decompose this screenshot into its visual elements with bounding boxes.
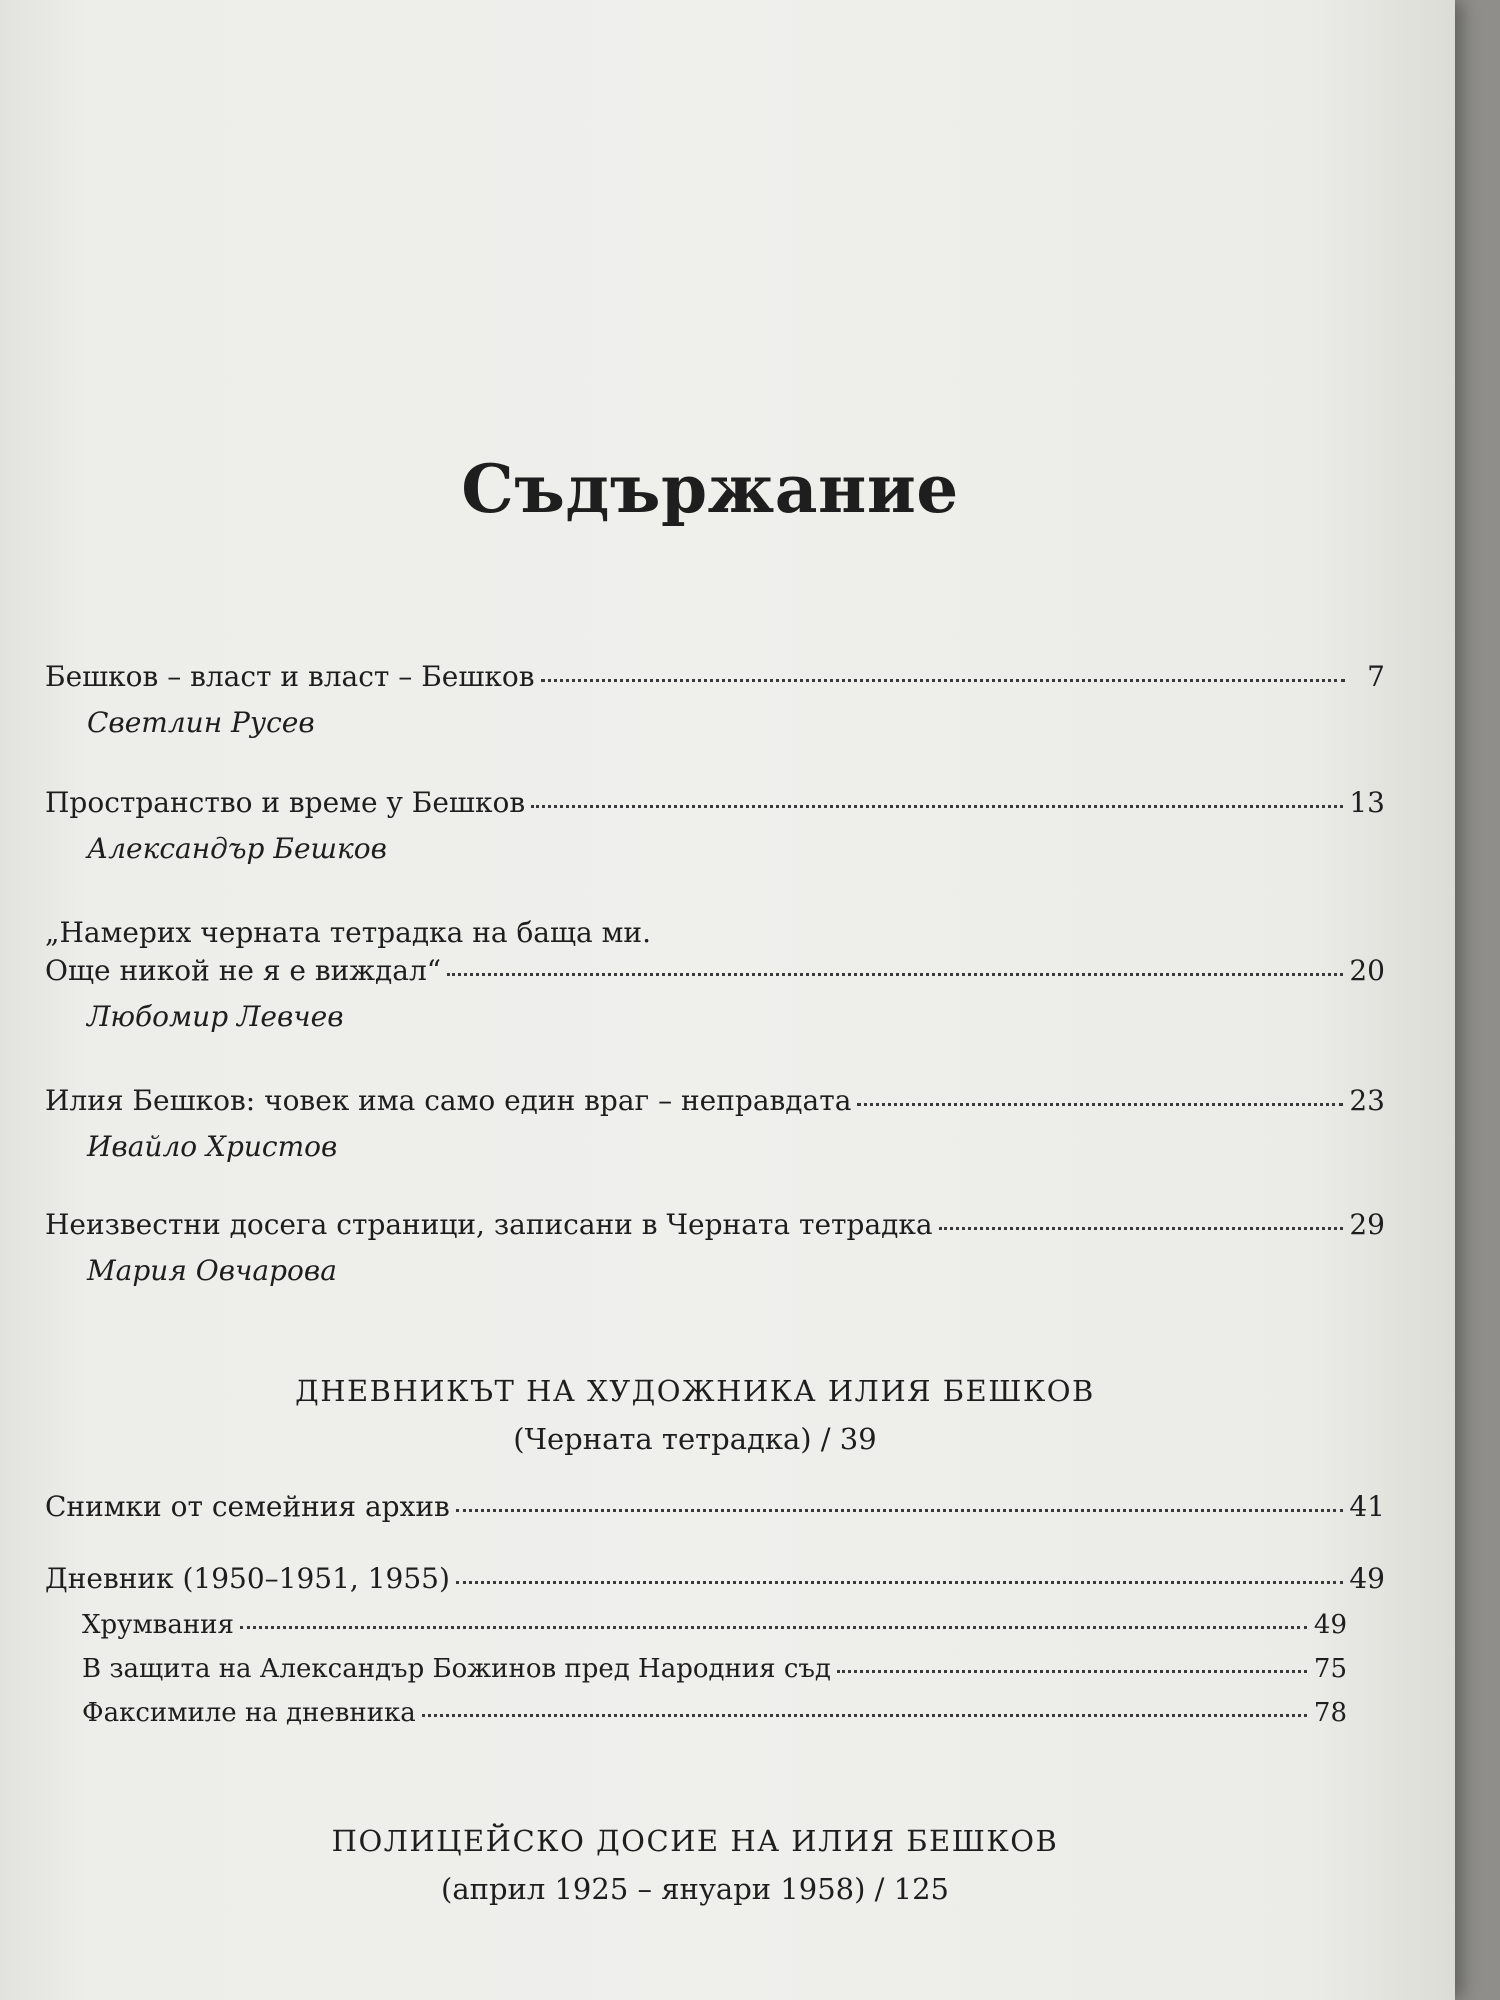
subentry-title: В защита на Александър Божинов пред Народния съд (82, 1654, 831, 1684)
toc-subline (82, 1654, 1347, 1698)
toc-line (45, 1084, 1385, 1126)
page-number: 20 (1349, 954, 1385, 987)
page-number: 7 (1367, 660, 1385, 693)
entry-title: Още никой не я е виждал“ (45, 954, 442, 987)
section-subheading: (Черната тетрадка) / 39 (513, 1422, 877, 1456)
section-heading: ДНЕВНИКЪТ НА ХУДОЖНИКА ИЛИЯ БЕШКОВ (295, 1374, 1095, 1408)
entry-title: Пространство и време у Бешков (45, 786, 526, 819)
page-number: 41 (1349, 1490, 1385, 1523)
subentry-title: Хрумвания (82, 1610, 234, 1640)
toc-entry (45, 786, 1385, 870)
toc-entry (45, 1084, 1385, 1168)
entry-title-line: „Намерих черната тетрадка на баща ми. (45, 916, 651, 949)
toc-entry (45, 1208, 1385, 1292)
page-number: 23 (1349, 1084, 1385, 1117)
dot-leader (837, 1668, 1307, 1673)
entry-author: Светлин Русев (87, 706, 315, 739)
dot-leader (240, 1624, 1307, 1629)
toc-subline (82, 1698, 1347, 1742)
entry-title: Илия Бешков: човек има само един враг – неправдата (45, 1084, 852, 1117)
dot-leader (531, 803, 1343, 808)
subentry-title: Факсимиле на дневника (82, 1698, 416, 1728)
page-number: 78 (1313, 1698, 1347, 1728)
toc-line (45, 786, 1385, 828)
toc-line (45, 954, 1385, 996)
toc-line (45, 1490, 1385, 1532)
entry-author: Мария Овчарова (87, 1254, 337, 1287)
entry-author: Любомир Левчев (87, 1000, 344, 1033)
dot-leader (456, 1579, 1343, 1584)
page-number: 75 (1313, 1654, 1347, 1684)
page-number: 49 (1313, 1610, 1347, 1640)
dot-leader (541, 677, 1346, 682)
page-number: 49 (1349, 1562, 1385, 1595)
toc-entry (45, 912, 1385, 1038)
toc-subline (82, 1610, 1347, 1654)
page-number: 13 (1349, 786, 1385, 819)
toc-subentries (82, 1610, 1347, 1742)
toc-entry (45, 1490, 1385, 1532)
toc-entry (45, 1562, 1385, 1604)
entry-author: Александър Бешков (87, 832, 387, 865)
entry-title: Неизвестни досега страници, записани в Черната тетрадка (45, 1208, 933, 1241)
toc-line (45, 1562, 1385, 1604)
dot-leader (857, 1101, 1343, 1106)
page-number: 29 (1349, 1208, 1385, 1241)
entry-title: Снимки от семейния архив (45, 1490, 450, 1523)
dot-leader (456, 1507, 1344, 1512)
section-heading: ПОЛИЦЕЙСКО ДОСИЕ НА ИЛИЯ БЕШКОВ (331, 1824, 1059, 1858)
entry-author: Ивайло Христов (87, 1130, 338, 1163)
dot-leader (939, 1225, 1344, 1230)
dot-leader (422, 1712, 1307, 1717)
toc-line (45, 660, 1385, 702)
toc-line (45, 1208, 1385, 1250)
entry-title: Дневник (1950–1951, 1955) (45, 1562, 450, 1595)
dot-leader (447, 971, 1343, 976)
section-subheading: (април 1925 – януари 1958) / 125 (441, 1872, 949, 1906)
page-title: Съдържание (461, 450, 959, 528)
toc-entry (45, 660, 1385, 744)
entry-title: Бешков – власт и власт – Бешков (45, 660, 535, 693)
